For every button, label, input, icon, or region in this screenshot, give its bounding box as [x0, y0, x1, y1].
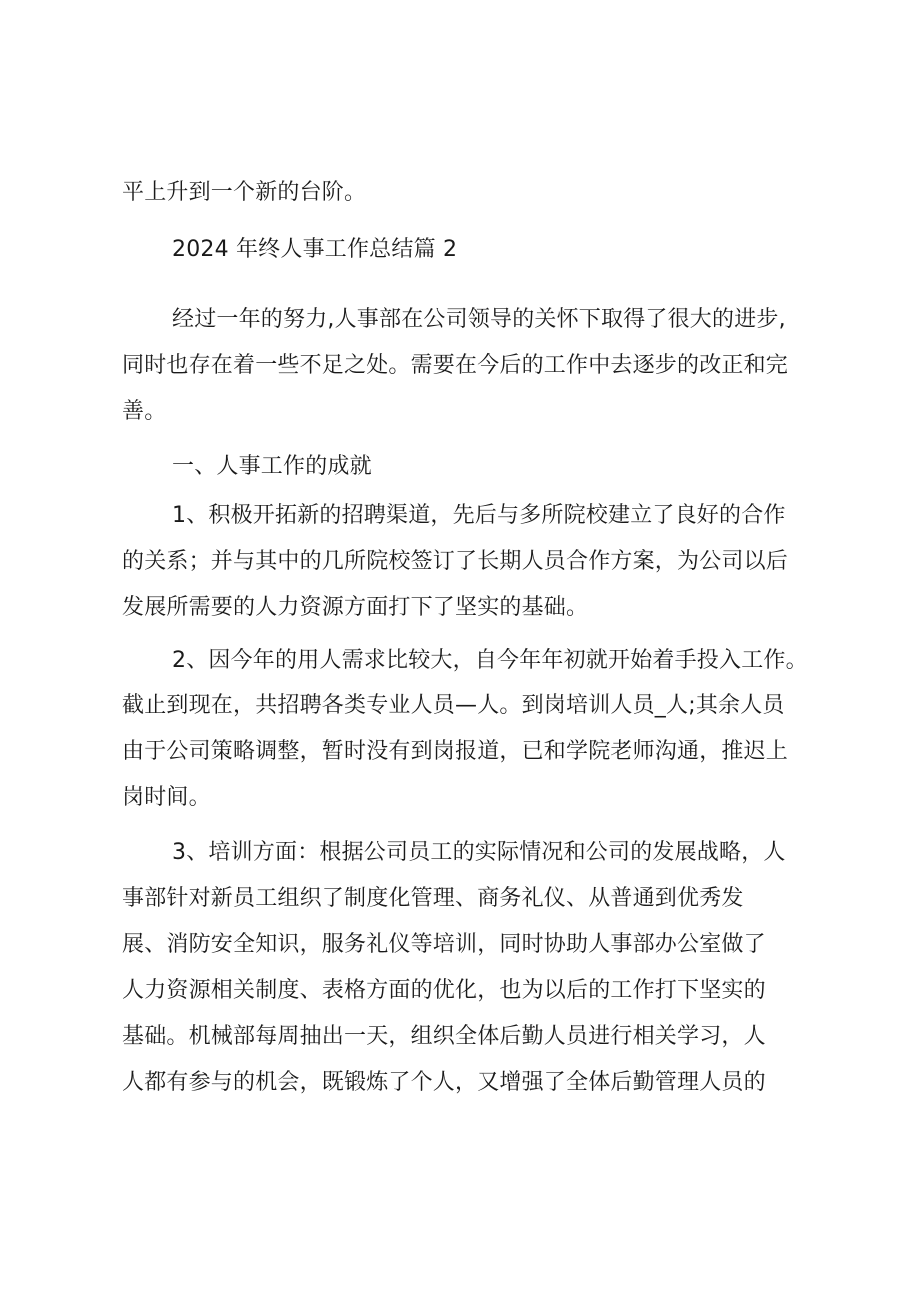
paragraph-line: 展、消防安全知识，服务礼仪等培训，同时协助人事部办公室做了 — [122, 932, 766, 957]
paragraph-line: 事部针对新员工组织了制度化管理、商务礼仪、从普通到优秀发 — [122, 886, 744, 911]
paragraph-line: 由于公司策略调整，暂时没有到岗报道，已和学院老师沟通，推迟上 — [122, 739, 789, 764]
paragraph-line: 2、因今年的用人需求比较大，自今年年初就开始着手投入工作。 — [172, 648, 808, 673]
paragraph-line: 发展所需要的人力资源方面打下了坚实的基础。 — [122, 595, 589, 620]
paragraph-line: 经过一年的努力,人事部在公司领导的关怀下取得了很大的进步, — [172, 307, 786, 332]
paragraph-line: 人都有参与的机会，既锻炼了个人，又增强了全体后勤管理人员的 — [122, 1070, 766, 1095]
paragraph-line: 人力资源相关制度、表格方面的优化，也为以后的工作打下坚实的 — [122, 978, 766, 1003]
section-heading: 2024 年终人事工作总结篇 2 — [172, 237, 458, 262]
paragraph-line: 基础。机械部每周抽出一天，组织全体后勤人员进行相关学习，人 — [122, 1024, 766, 1049]
paragraph-line: 的关系；并与其中的几所院校签订了长期人员合作方案，为公司以后 — [122, 549, 789, 574]
paragraph-line: 同时也存在着一些不足之处。需要在今后的工作中去逐步的改正和完 — [122, 353, 789, 378]
text-line-continuation: 平上升到一个新的台阶。 — [122, 180, 367, 205]
paragraph-line: 1、积极开拓新的招聘渠道，先后与多所院校建立了良好的合作 — [172, 503, 786, 528]
paragraph-line: 截止到现在，共招聘各类专业人员—人。到岗培训人员_人;其余人员 — [122, 693, 785, 718]
subsection-heading: 一、人事工作的成就 — [172, 454, 372, 479]
paragraph-line: 3、培训方面：根据公司员工的实际情况和公司的发展战略，人 — [172, 840, 786, 865]
paragraph-line: 岗时间。 — [122, 785, 211, 810]
paragraph-line: 善。 — [122, 399, 167, 424]
